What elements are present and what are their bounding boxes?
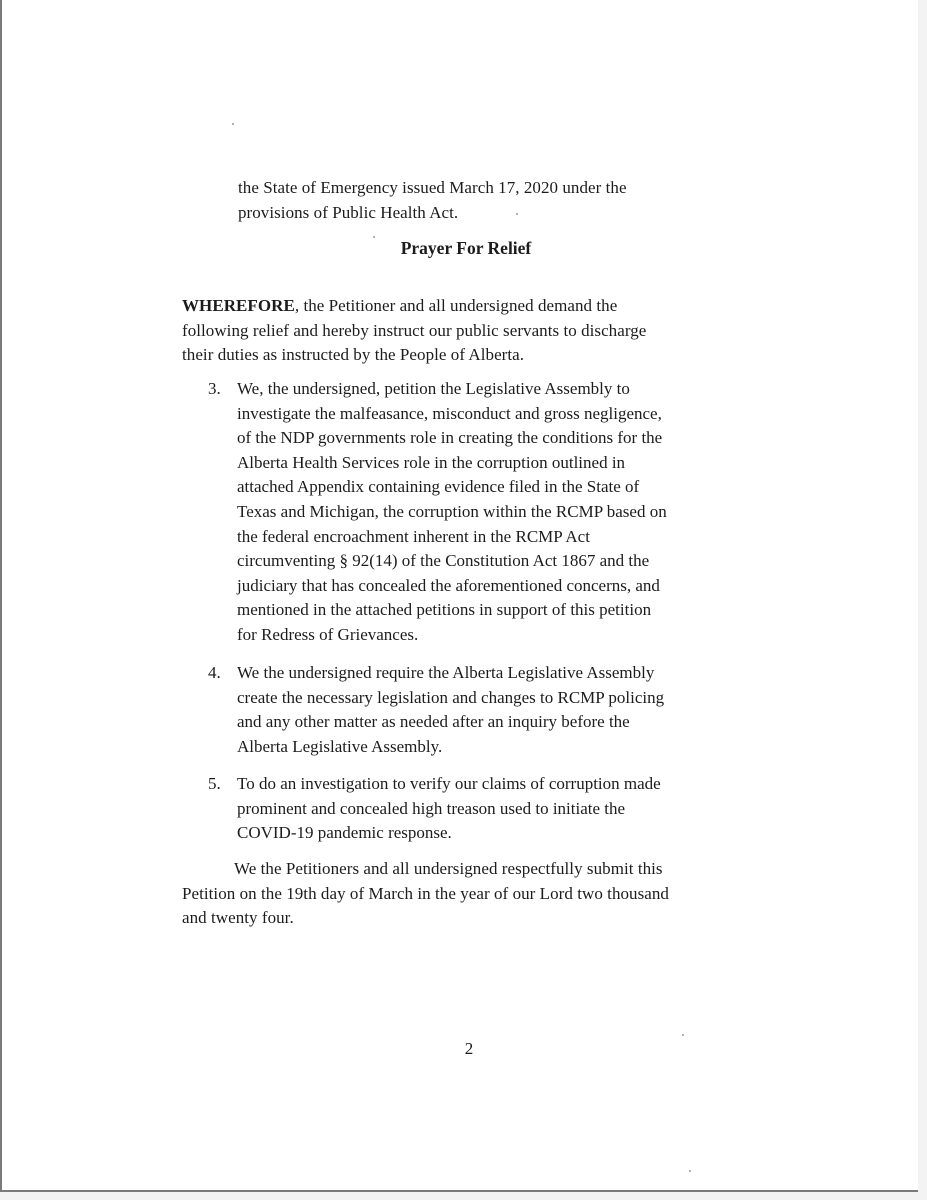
- item-line: of the NDP governments role in creating the conditions for the: [237, 428, 663, 448]
- wherefore-line: their duties as instructed by the People of Alberta.: [182, 345, 525, 365]
- item-line: We the undersigned require the Alberta Legislative Assembly: [237, 663, 655, 682]
- item-line: We, the undersigned, petition the Legislative Assembly to: [237, 379, 630, 398]
- item-line: mentioned in the attached petitions in support of this petition: [237, 600, 652, 620]
- item-line: circumventing § 92(14) of the Constitution Act 1867 and the: [237, 551, 650, 571]
- item-number: 5.: [208, 774, 221, 793]
- wherefore-line: [182, 294, 742, 319]
- item-number: 4.: [208, 663, 221, 682]
- intro-line: provisions of Public Health Act.: [238, 202, 459, 222]
- section-heading: Prayer For Relief: [400, 238, 532, 258]
- closing-line: [182, 857, 762, 882]
- item-line: prominent and concealed high treason used to initiate the: [237, 798, 626, 818]
- page-number: 2: [464, 1039, 474, 1058]
- item-line: create the necessary legislation and changes to RCMP policing: [237, 687, 665, 707]
- scan-speck: [232, 123, 234, 125]
- wherefore-paragraph: [182, 294, 742, 368]
- scan-speck: [516, 213, 518, 215]
- closing-paragraph: [182, 857, 762, 931]
- item-line: judiciary that has concealed the aforementioned concerns, and: [237, 575, 660, 595]
- wherefore-line: following relief and hereby instruct our public servants to discharge: [182, 320, 647, 340]
- item-line: Alberta Health Services role in the corruption outlined in: [237, 452, 626, 472]
- item-number: 3.: [208, 379, 221, 398]
- intro-line: the State of Emergency issued March 17, 2020 under the: [238, 178, 627, 197]
- scan-speck: [373, 236, 375, 238]
- scan-speck: [682, 1034, 684, 1036]
- item-line: Texas and Michigan, the corruption within the RCMP based on: [237, 501, 667, 521]
- item-line: investigate the malfeasance, misconduct and gross negligence,: [237, 403, 662, 423]
- item-line: Alberta Legislative Assembly.: [237, 736, 443, 756]
- wherefore-rest: , the Petitioner and all undersigned demand the: [294, 296, 618, 315]
- item-body: [237, 661, 757, 759]
- closing-line: Petition on the 19th day of March in the year of our Lord two thousand: [182, 883, 669, 903]
- item-line: attached Appendix containing evidence filed in the State of: [237, 477, 640, 497]
- item-body: [237, 377, 757, 648]
- item-line: for Redress of Grievances.: [237, 624, 419, 644]
- intro-paragraph: [238, 176, 758, 225]
- item-line: the federal encroachment inherent in the RCMP Act: [237, 526, 590, 546]
- closing-line-1: We the Petitioners and all undersigned respectfully submit this: [234, 859, 663, 878]
- wherefore-bold: WHEREFORE: [182, 296, 295, 315]
- item-body: [237, 772, 757, 846]
- closing-line: and twenty four.: [182, 908, 294, 928]
- item-line: and any other matter as needed after an inquiry before the: [237, 712, 630, 732]
- scan-speck: [689, 1170, 691, 1172]
- item-line: COVID-19 pandemic response.: [237, 823, 452, 843]
- item-line: To do an investigation to verify our claims of corruption made: [237, 774, 661, 793]
